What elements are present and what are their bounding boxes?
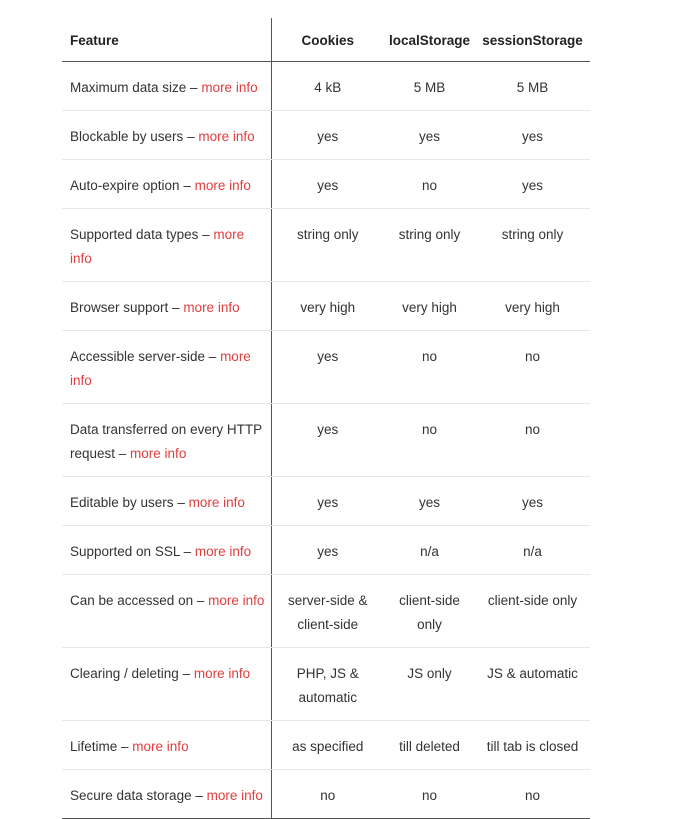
separator: – (117, 738, 133, 754)
table-row (62, 281, 590, 330)
table-row (62, 769, 590, 818)
more-info-link[interactable]: more info (70, 348, 251, 388)
localstorage-cell: string only (384, 208, 475, 281)
separator: – (168, 299, 184, 315)
header-feature: Feature (62, 18, 271, 61)
feature-label: Clearing / deleting (70, 665, 179, 681)
header-cookies: Cookies (271, 18, 384, 61)
localstorage-cell: till deleted (384, 720, 475, 769)
more-info-link[interactable]: more info (188, 494, 245, 510)
table-row (62, 208, 590, 281)
feature-label: Secure data storage (70, 787, 192, 803)
cookies-cell: yes (271, 159, 384, 208)
more-info-link[interactable]: more info (208, 592, 265, 608)
feature-label: Maximum data size (70, 79, 187, 95)
sessionstorage-cell: string only (475, 208, 590, 281)
separator: – (205, 348, 221, 364)
localstorage-cell: yes (384, 110, 475, 159)
separator: – (186, 79, 202, 95)
more-info-link[interactable]: more info (183, 299, 240, 315)
sessionstorage-cell: n/a (475, 525, 590, 574)
cookies-cell: yes (271, 330, 384, 403)
more-info-link[interactable]: more info (132, 738, 189, 754)
feature-cell (62, 208, 271, 281)
sessionstorage-cell: yes (475, 159, 590, 208)
cookies-cell: yes (271, 403, 384, 476)
table-row (62, 720, 590, 769)
localstorage-cell: no (384, 769, 475, 818)
comparison-table-container (62, 18, 590, 819)
sessionstorage-cell: client-side only (475, 574, 590, 647)
localstorage-cell: n/a (384, 525, 475, 574)
more-info-link[interactable]: more info (70, 226, 245, 266)
separator: – (191, 787, 207, 803)
feature-label: Lifetime (70, 738, 118, 754)
feature-cell (62, 281, 271, 330)
separator: – (179, 543, 195, 559)
more-info-link[interactable]: more info (193, 665, 251, 681)
table-row (62, 476, 590, 525)
feature-label: Browser support (70, 299, 169, 315)
feature-cell (62, 403, 271, 476)
header-sessionstorage: sessionStorage (475, 18, 590, 61)
sessionstorage-cell: till tab is closed (475, 720, 590, 769)
cookies-cell: yes (271, 476, 384, 525)
feature-cell (62, 647, 271, 720)
table-header (62, 18, 590, 61)
more-info-link[interactable]: more info (206, 787, 263, 803)
localstorage-cell: JS only (384, 647, 475, 720)
cookies-cell: no (271, 769, 384, 818)
localstorage-cell: no (384, 330, 475, 403)
localstorage-cell: no (384, 159, 475, 208)
table-row (62, 61, 590, 110)
localstorage-cell: no (384, 403, 475, 476)
table-row (62, 110, 590, 159)
more-info-link[interactable]: more info (201, 79, 258, 95)
sessionstorage-cell: no (475, 403, 590, 476)
table-body (62, 61, 590, 818)
feature-label: Editable by users (70, 494, 174, 510)
feature-label: Auto-expire option (70, 177, 180, 193)
feature-label: Data transferred on every HTTP request (70, 421, 262, 461)
table-row (62, 330, 590, 403)
feature-label: Blockable by users (70, 128, 184, 144)
table-row (62, 647, 590, 720)
cookies-cell: server-side & client-side (271, 574, 384, 647)
separator: – (193, 592, 209, 608)
table-row (62, 574, 590, 647)
localstorage-cell: yes (384, 476, 475, 525)
feature-cell (62, 159, 271, 208)
cookies-cell: PHP, JS & automatic (271, 647, 384, 720)
feature-cell (62, 574, 271, 647)
sessionstorage-cell: no (475, 769, 590, 818)
separator: – (198, 226, 214, 242)
cookies-cell: yes (271, 525, 384, 574)
separator: – (178, 665, 194, 681)
feature-label: Can be accessed on (70, 592, 194, 608)
header-localstorage: localStorage (384, 18, 475, 61)
table-row (62, 403, 590, 476)
feature-cell (62, 476, 271, 525)
feature-label: Supported on SSL (70, 543, 180, 559)
header-row (62, 18, 590, 61)
sessionstorage-cell: very high (475, 281, 590, 330)
separator: – (183, 128, 199, 144)
feature-cell (62, 330, 271, 403)
sessionstorage-cell: no (475, 330, 590, 403)
table-row (62, 159, 590, 208)
more-info-link[interactable]: more info (198, 128, 255, 144)
storage-comparison-table (62, 18, 590, 819)
cookies-cell: yes (271, 110, 384, 159)
cookies-cell: as specified (271, 720, 384, 769)
more-info-link[interactable]: more info (194, 177, 251, 193)
feature-label: Accessible server-side (70, 348, 206, 364)
feature-cell (62, 769, 271, 818)
more-info-link[interactable]: more info (130, 445, 187, 461)
feature-cell (62, 61, 271, 110)
feature-label: Supported data types (70, 226, 199, 242)
sessionstorage-cell: yes (475, 476, 590, 525)
separator: – (179, 177, 195, 193)
feature-cell (62, 110, 271, 159)
localstorage-cell: 5 MB (384, 61, 475, 110)
localstorage-cell: client-side only (384, 574, 475, 647)
more-info-link[interactable]: more info (194, 543, 252, 559)
cookies-cell: 4 kB (271, 61, 384, 110)
table-row (62, 525, 590, 574)
localstorage-cell: very high (384, 281, 475, 330)
cookies-cell: string only (271, 208, 384, 281)
separator: – (115, 445, 131, 461)
sessionstorage-cell: JS & automatic (475, 647, 590, 720)
sessionstorage-cell: 5 MB (475, 61, 590, 110)
cookies-cell: very high (271, 281, 384, 330)
feature-cell (62, 720, 271, 769)
separator: – (173, 494, 189, 510)
sessionstorage-cell: yes (475, 110, 590, 159)
feature-cell (62, 525, 271, 574)
